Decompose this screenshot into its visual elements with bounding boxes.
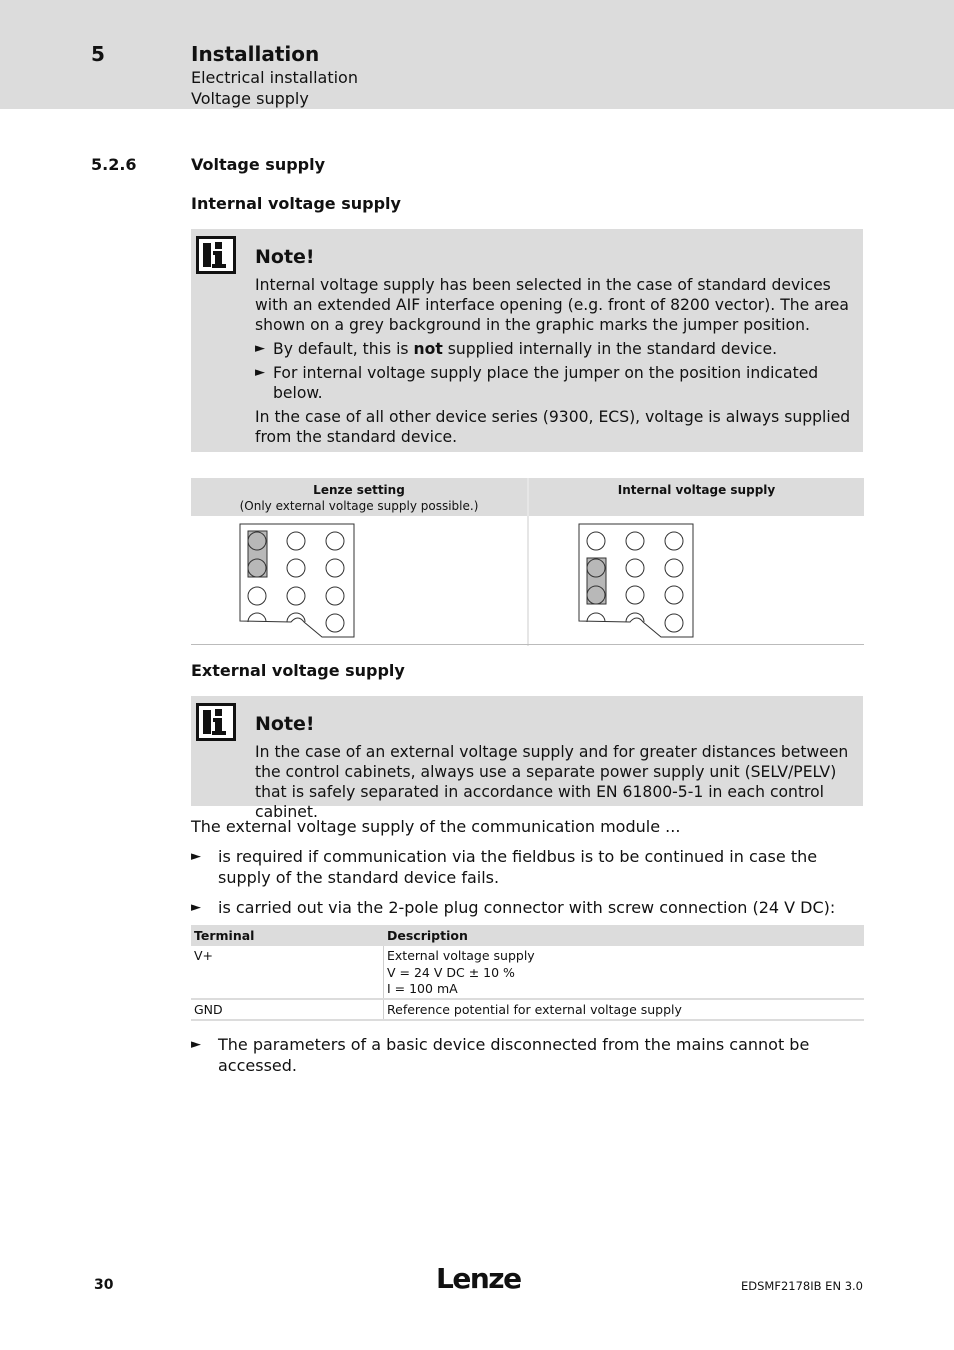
chapter-number: 5 bbox=[91, 42, 105, 66]
internal-supply-heading: Internal voltage supply bbox=[191, 194, 401, 213]
bullet-arrow-icon: ► bbox=[191, 1037, 201, 1052]
jumper-highlight bbox=[587, 558, 606, 604]
note-bullet-emphasis: not bbox=[413, 340, 443, 358]
info-icon bbox=[196, 703, 236, 741]
bullet-arrow-icon: ► bbox=[191, 849, 201, 864]
table-divider bbox=[527, 478, 529, 646]
jumper-highlight bbox=[248, 531, 267, 577]
jumper-col-header-lenze bbox=[191, 478, 527, 516]
section-title: Voltage supply bbox=[191, 155, 326, 174]
list-item-text: is carried out via the 2-pole plug connector with screw connection (24 V DC): bbox=[218, 898, 836, 917]
list-item bbox=[191, 846, 866, 888]
section-number: 5.2.6 bbox=[91, 155, 137, 174]
description-line: V = 24 V DC ± 10 % bbox=[387, 964, 515, 980]
note-title: Note! bbox=[255, 246, 315, 268]
list-item-text: The parameters of a basic device disconnected from the mains cannot be accessed. bbox=[218, 1035, 810, 1075]
table-row bbox=[191, 946, 864, 1000]
description-line: I = 100 mA bbox=[387, 981, 458, 996]
jumper-col-subtitle: (Only external voltage supply possible.) bbox=[239, 499, 479, 513]
breadcrumb-level-2: Voltage supply bbox=[191, 89, 309, 108]
description-cell: Reference potential for external voltage supply bbox=[387, 1002, 682, 1017]
description-cell bbox=[387, 948, 535, 998]
table-divider bbox=[191, 644, 864, 645]
jumper-col-title: Internal voltage supply bbox=[617, 483, 776, 497]
terminal-cell: V+ bbox=[194, 948, 214, 963]
jumper-col-title: Lenze setting bbox=[313, 483, 405, 497]
bullet-arrow-icon: ► bbox=[255, 365, 265, 380]
chapter-title: Installation bbox=[191, 42, 320, 66]
jumper-diagram-internal-supply bbox=[578, 522, 696, 640]
description-line: External voltage supply bbox=[387, 948, 535, 963]
note-text: In the case of an external voltage supply and for greater distances between the control cabinets, always use a separate power supply unit (SELV/PELV) that is safely separated in accordance with EN 61800-5-1 in each control cabinet. bbox=[255, 743, 849, 821]
note-intro: Internal voltage supply has been selected in the case of standard devices with an extended AIF interface opening (e.g. front of 8200 vector). The area shown on a grey background in the graphic marks the jumper position. bbox=[255, 276, 849, 334]
column-header-description: Description bbox=[387, 928, 468, 943]
note-outro: In the case of all other device series (9300, ECS), voltage is always supplied from the standard device. bbox=[255, 408, 851, 446]
note-bullet-text: By default, this is bbox=[273, 340, 414, 358]
internal-note-box bbox=[191, 229, 863, 452]
column-header-terminal: Terminal bbox=[194, 928, 255, 943]
jumper-position-table bbox=[191, 478, 864, 646]
jumper-diagram-lenze-setting bbox=[239, 522, 357, 640]
note-bullet bbox=[255, 363, 859, 403]
note-title: Note! bbox=[255, 713, 315, 735]
list-item-text: is required if communication via the fieldbus is to be continued in case the supply of the standard device fails. bbox=[218, 847, 818, 887]
bullet-arrow-icon: ► bbox=[255, 341, 265, 356]
note-bullet-text: For internal voltage supply place the jumper on the position indicated below. bbox=[273, 364, 819, 402]
note-bullet bbox=[255, 339, 859, 359]
table-row bbox=[191, 1000, 864, 1021]
terminal-cell: GND bbox=[194, 1002, 223, 1017]
header-band bbox=[0, 0, 954, 109]
page-number: 30 bbox=[94, 1277, 114, 1293]
jumper-col-header-internal bbox=[529, 478, 864, 516]
table-header-row bbox=[191, 925, 864, 946]
note-body bbox=[255, 275, 859, 451]
external-note-box bbox=[191, 696, 863, 821]
note-body bbox=[255, 742, 861, 826]
note-bullet-text: supplied internally in the standard device. bbox=[442, 340, 778, 358]
list-item bbox=[191, 897, 866, 918]
external-supply-heading: External voltage supply bbox=[191, 661, 405, 680]
lenze-logo: Lenze bbox=[436, 1262, 521, 1295]
breadcrumb-level-1: Electrical installation bbox=[191, 68, 358, 87]
document-id: EDSMF2178IB EN 3.0 bbox=[741, 1279, 863, 1293]
list-item bbox=[191, 1034, 866, 1076]
bullet-arrow-icon: ► bbox=[191, 900, 201, 915]
terminal-table bbox=[191, 925, 864, 1021]
external-intro-text: The external voltage supply of the communication module ... bbox=[191, 817, 681, 836]
info-icon bbox=[196, 236, 236, 274]
